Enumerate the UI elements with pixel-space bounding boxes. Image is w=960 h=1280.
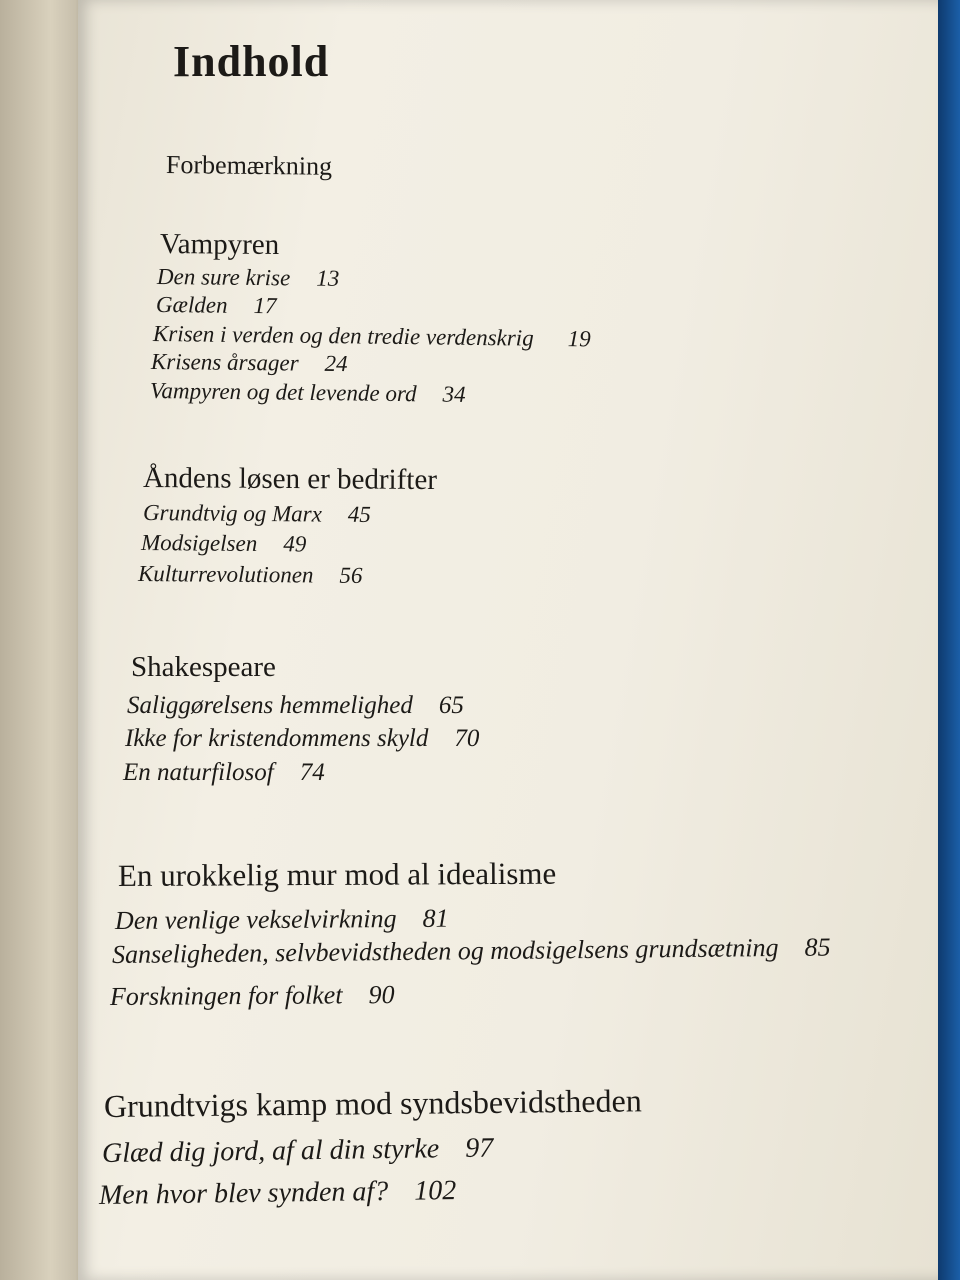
entry-title: Krisens årsager xyxy=(150,349,299,376)
toc-entry xyxy=(138,561,363,589)
entry-page: 70 xyxy=(454,725,480,752)
toc-entry xyxy=(115,904,449,936)
entry-title: Glæd dig jord, af al din styrke xyxy=(101,1133,440,1169)
entry-page: 85 xyxy=(804,932,831,962)
entry-page: 49 xyxy=(283,531,307,557)
page-title: Indhold xyxy=(173,37,330,86)
toc-entry xyxy=(157,264,340,292)
toc-entry xyxy=(153,321,591,352)
entry-page: 34 xyxy=(442,381,466,407)
toc-entry xyxy=(112,932,831,970)
entry-page: 45 xyxy=(347,501,371,527)
toc-entry xyxy=(125,725,479,753)
entry-page: 74 xyxy=(299,759,325,786)
entry-title: Saliggørelsens hemmelighed xyxy=(127,692,413,719)
toc-entry xyxy=(141,530,306,557)
toc-entry xyxy=(123,759,325,787)
toc-entry xyxy=(150,378,466,408)
entry-page: 65 xyxy=(438,692,464,719)
section-heading: En urokkelig mur mod al idealisme xyxy=(117,855,557,893)
entry-title: En naturfilosof xyxy=(123,759,274,786)
entry-page: 19 xyxy=(567,326,591,352)
toc-entry xyxy=(151,349,348,377)
entry-page: 102 xyxy=(413,1175,457,1207)
toc-entry xyxy=(110,980,395,1012)
preface-heading: Forbemærkning xyxy=(165,150,333,181)
entry-title: Den sure krise xyxy=(156,264,291,291)
section-heading: Vampyren xyxy=(159,228,280,262)
entry-page: 24 xyxy=(324,350,348,377)
entry-page: 97 xyxy=(465,1132,494,1164)
toc-entry xyxy=(156,292,277,319)
entry-title: Ikke for kristendommens skyld xyxy=(125,725,429,752)
section-heading: Grundtvigs kamp mod syndsbevidstheden xyxy=(103,1082,642,1124)
entry-title: Gælden xyxy=(155,292,228,318)
section-heading: Åndens løsen er bedrifter xyxy=(142,462,438,497)
entry-page: 90 xyxy=(368,980,395,1010)
entry-title: Sanseligheden, selvbevidstheden og modsigelsens grundsætning xyxy=(111,933,779,969)
entry-title: Vampyren og det levende ord xyxy=(149,378,417,407)
entry-page: 13 xyxy=(316,265,340,291)
entry-title: Krisen i verden og den tredie verdenskrig xyxy=(152,321,534,351)
entry-page: 81 xyxy=(422,903,449,933)
entry-title: Forskningen for folket xyxy=(109,980,343,1011)
toc-entry xyxy=(102,1133,494,1170)
entry-title: Modsigelsen xyxy=(140,530,258,557)
entry-title: Grundtvig og Marx xyxy=(142,500,322,527)
entry-title: Men hvor blev synden af? xyxy=(98,1175,389,1211)
entry-title: Den venlige vekselvirkning xyxy=(114,904,397,935)
toc-entry xyxy=(99,1175,457,1212)
entry-page: 17 xyxy=(253,293,277,319)
toc-entry xyxy=(143,500,371,528)
section-heading: Shakespeare xyxy=(131,651,276,683)
entry-page: 56 xyxy=(339,562,363,588)
entry-title: Kulturrevolutionen xyxy=(137,561,314,588)
toc-entry xyxy=(127,692,464,720)
